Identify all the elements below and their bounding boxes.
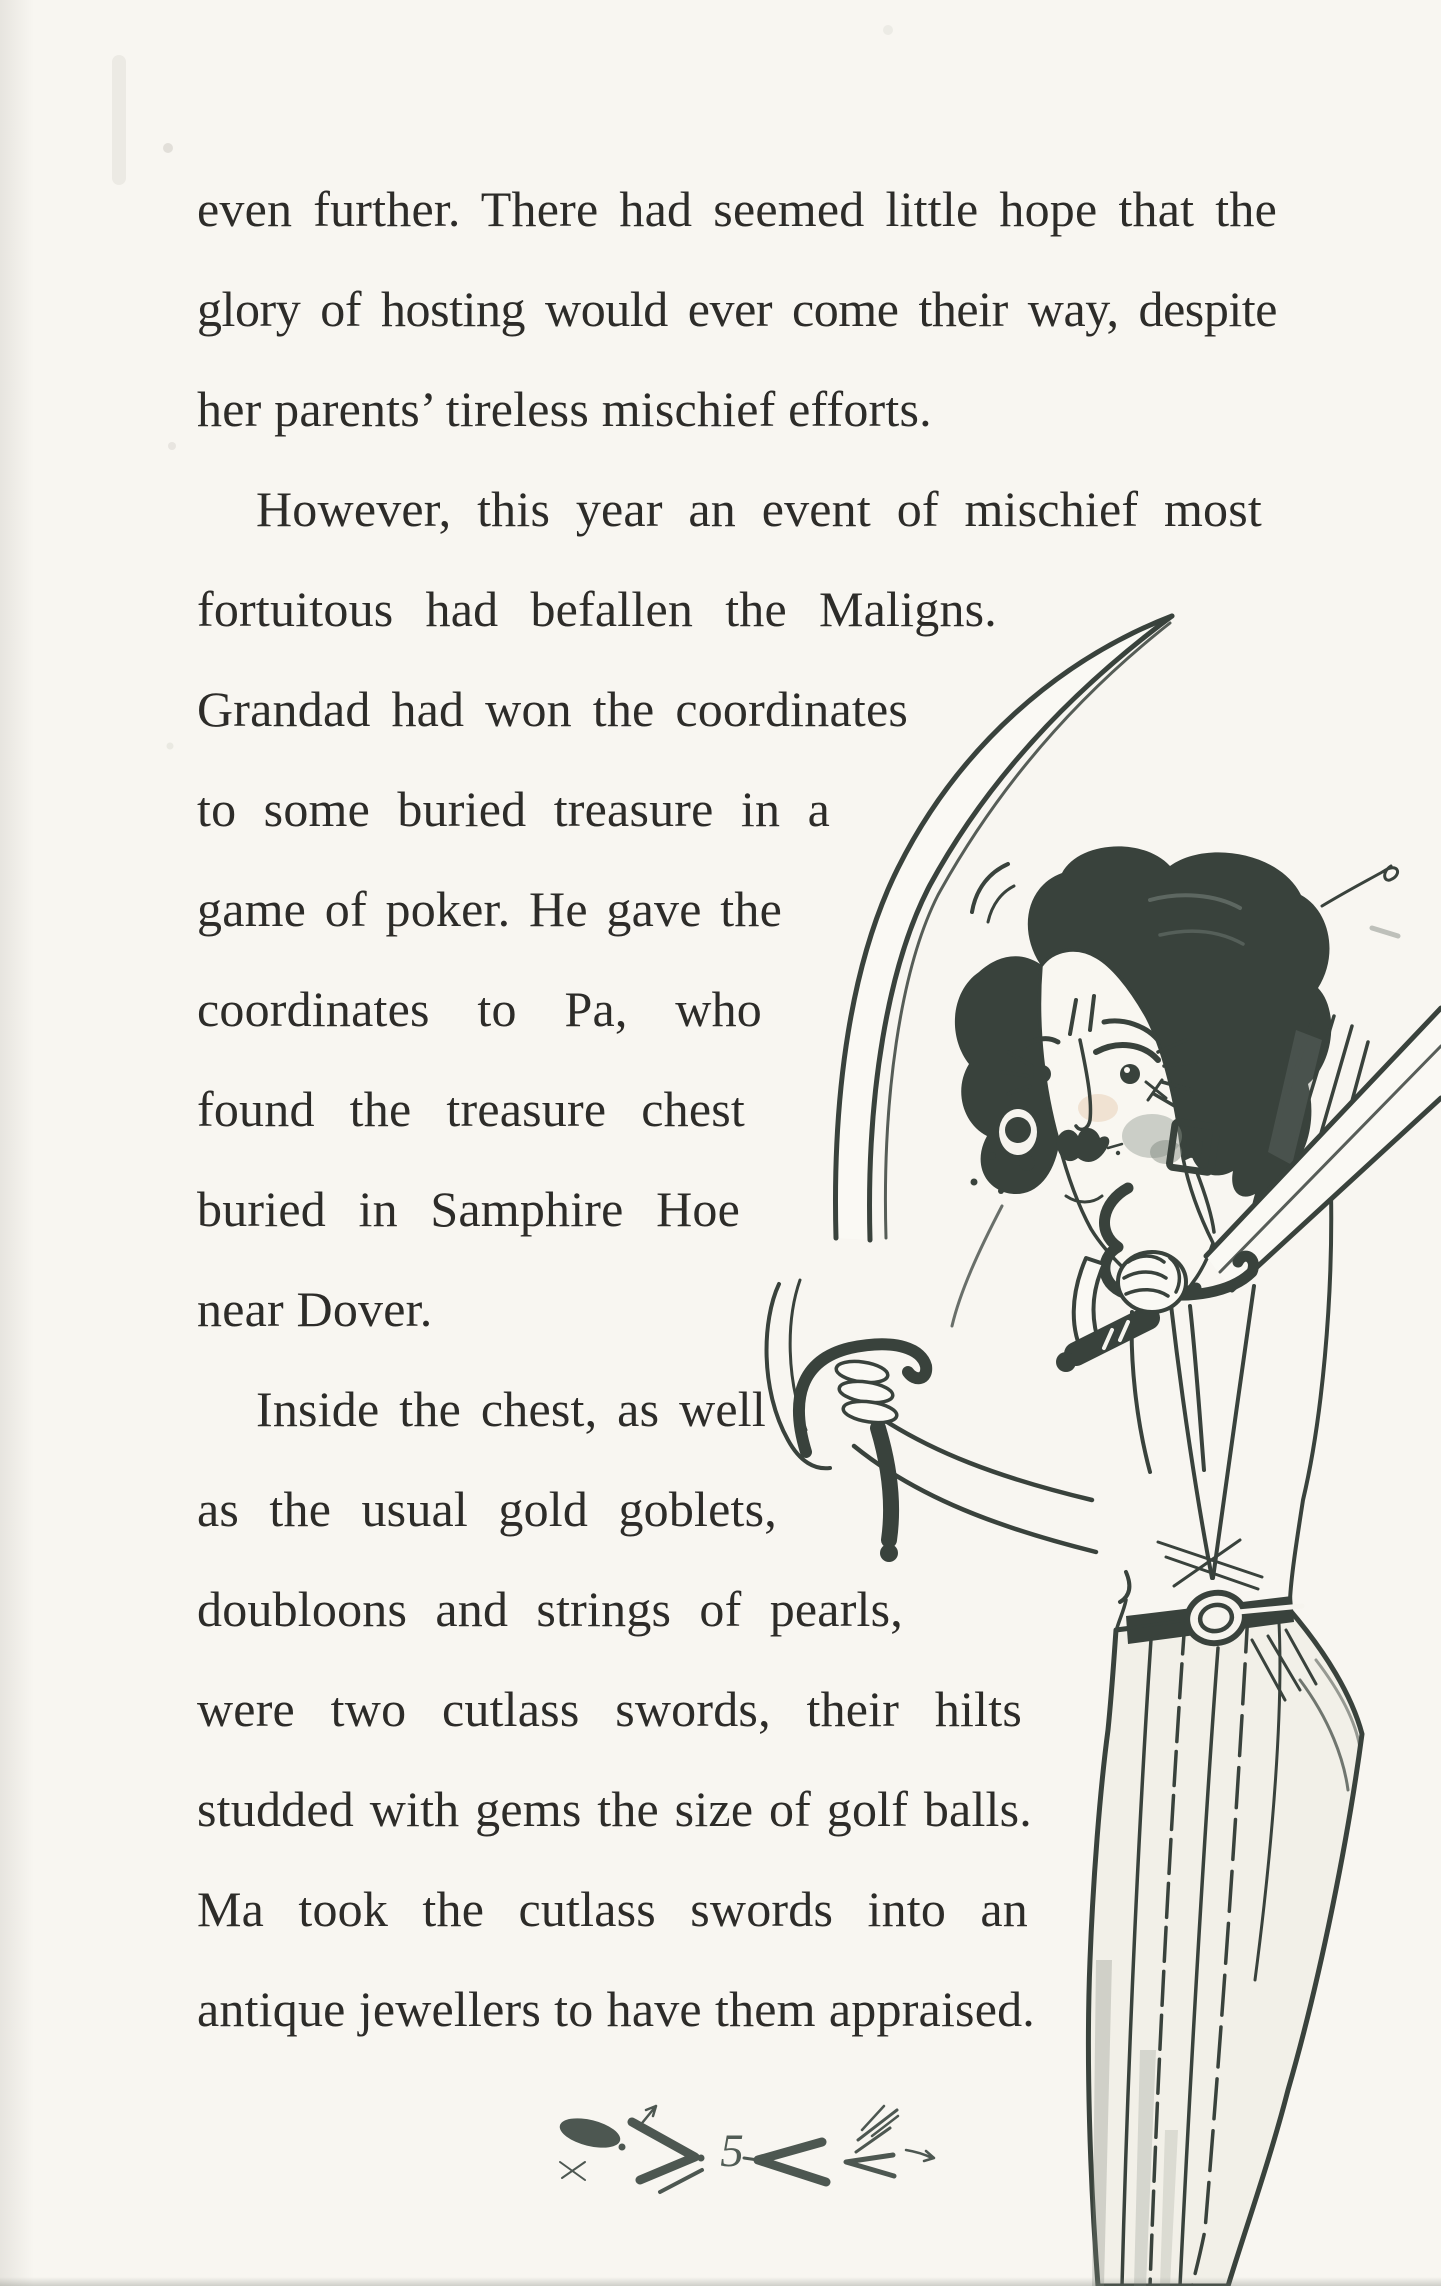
text-line-11: buried in Samphire Hoe: [197, 1181, 740, 1237]
text-line-13: Inside the chest, as well: [256, 1381, 766, 1437]
text-line-9: coordinates to Pa, who: [197, 981, 762, 1037]
text-line-10: found the treasure chest: [197, 1081, 745, 1137]
page-number: 5: [720, 2125, 744, 2177]
text-line-5: fortuitous had befallen the Maligns.: [197, 581, 997, 637]
text-line-19: antique jewellers to have them appraised.: [197, 1981, 1035, 2037]
text-line-1: even further. There had seemed little hope that the: [197, 181, 1277, 237]
text-line-14: as the usual gold goblets,: [197, 1481, 777, 1537]
text-line-2: glory of hosting would ever come their way, despite: [197, 281, 1277, 337]
text-line-12: near Dover.: [197, 1281, 433, 1337]
text-line-6: Grandad had won the coordinates: [197, 681, 908, 737]
cutlass-hilt-upper: [767, 1280, 927, 1562]
text-line-16: were two cutlass swords, their hilts: [197, 1681, 1022, 1737]
text-line-3: her parents’ tireless mischief efforts.: [197, 381, 932, 437]
arrows-pointing-left-icon: [744, 2106, 934, 2182]
text-line-18: Ma took the cutlass swords into an: [197, 1881, 1028, 1937]
feather-and-arrows-pointing-right-icon: [557, 2106, 705, 2192]
text-line-4: However, this year an event of mischief most: [256, 481, 1262, 537]
gripping-fingers: [835, 1358, 898, 1425]
text-line-7: to some buried treasure in a: [197, 781, 830, 837]
text-line-15: doubloons and strings of pearls,: [197, 1581, 903, 1637]
scan-specks-decoration: [112, 25, 893, 750]
hair-wisp-curl: [1322, 866, 1398, 906]
text-line-17: studded with gems the size of golf balls.: [197, 1781, 1032, 1837]
text-line-8: game of poker. He gave the: [197, 881, 782, 937]
